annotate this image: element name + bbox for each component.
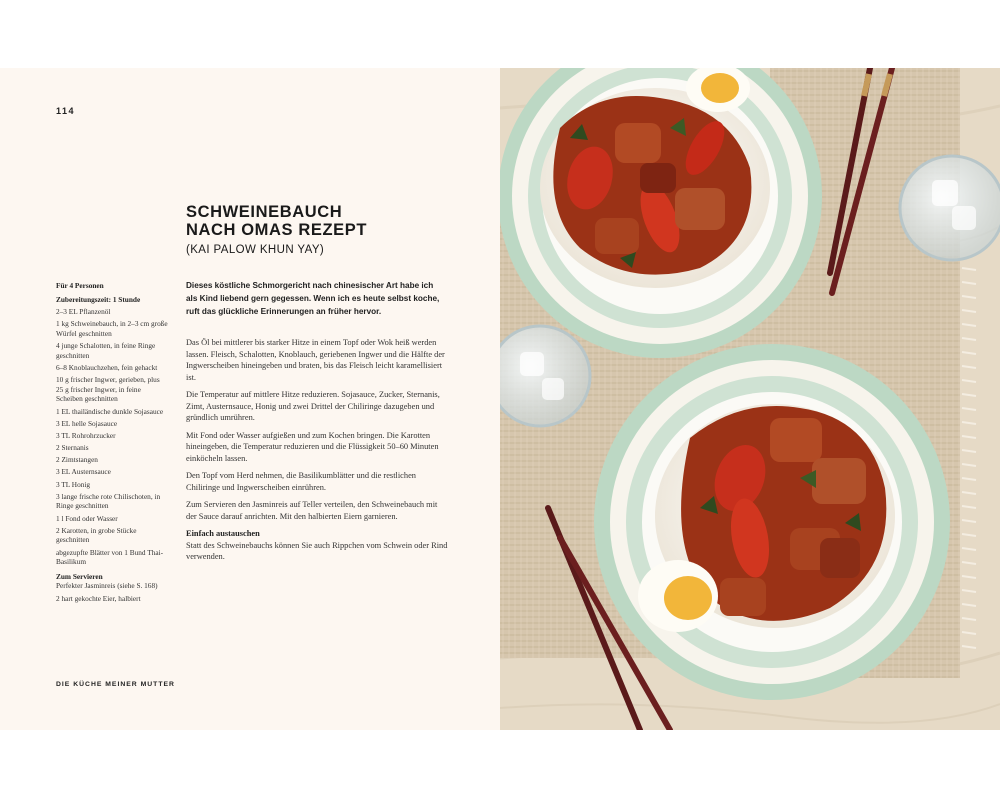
ingredient-item: 6–8 Knoblauchzehen, fein gehackt <box>56 362 158 372</box>
recipe-title <box>186 203 367 239</box>
tip-heading: Einfach austauschen <box>186 529 260 538</box>
method-step: Das Öl bei mittlerer bis starker Hitze in einem Topf oder Wok heiß werden lassen. Fleisch, Schalotten, Knoblauch, geriebenen Ingwer und die Hälfte der Ingwerscheiben hineingeben und braten, bis das Fleisch leicht karamellisiert ist. <box>186 338 445 382</box>
ingredient-item: 2 Sternanis <box>56 443 89 453</box>
ingredient-item: 3 TL Rohrohrzucker <box>56 430 116 440</box>
egg-bottom <box>638 560 718 632</box>
ingredient-item: 3 EL Austernsauce <box>56 467 111 477</box>
ingredient-item: 2 Zimtstangen <box>56 455 98 465</box>
ingredient-item: 2–3 EL Pflanzenöl <box>56 307 111 317</box>
method-step: Zum Servieren den Jasminreis auf Teller verteilen, den Schweinebauch mit der Sauce darauf anrichten. Mit den halbierten Eiern garnieren. <box>186 500 438 521</box>
ingredient-item: 3 TL Honig <box>56 479 91 489</box>
method-step: Den Topf vom Herd nehmen, die Basilikumblätter und die restlichen Chiliringe und Ingwerscheiben einrühren. <box>186 471 416 492</box>
left-page <box>0 68 500 730</box>
ingredients-column <box>56 281 168 606</box>
chapter-footer: DIE KÜCHE MEINER MUTTER <box>56 681 175 688</box>
ingredient-item: 1 kg Schweinebauch, in 2–3 cm große Würfel geschnitten <box>56 319 168 338</box>
method-step: Die Temperatur auf mittlere Hitze reduzieren. Sojasauce, Zucker, Sternanis, Zimt, Austernsauce, Honig und zwei Drittel der Chiliringe dazugeben und gründlich umrühren. <box>186 390 440 422</box>
servings-label: Für 4 Personen <box>56 281 104 290</box>
glass-left <box>500 326 590 426</box>
recipe-intro: Dieses köstliche Schmorgericht nach chinesischer Art habe ich als Kind liebend gern gegessen. Wenn ich es heute selbst koche, ruft das glückliche Erinnerungen an früher hervor. <box>186 281 440 316</box>
ingredient-item: 1 EL thailändische dunkle Sojasauce <box>56 406 164 416</box>
recipe-title-line-1: SCHWEINEBAUCH <box>186 203 343 221</box>
method-step: Mit Fond oder Wasser aufgießen und zum Kochen bringen. Die Karotten hineingeben, die Temperatur reduzieren und die Flüssigkeit 50–60 Minuten einköcheln lassen. <box>186 430 439 463</box>
ingredient-item: 2 Karotten, in grobe Stücke geschnitten <box>56 525 137 545</box>
book-spread <box>0 68 1000 730</box>
recipe-photo <box>500 68 1000 730</box>
bottom-plate <box>594 344 950 700</box>
serving-heading: Zum Servieren <box>56 571 103 581</box>
page-number: 114 <box>56 106 76 116</box>
ingredient-item: 3 EL helle Sojasauce <box>56 418 118 428</box>
serving-item: 2 hart gekochte Eier, halbiert <box>56 593 141 603</box>
method-steps <box>186 337 448 569</box>
ingredient-item: 3 lange frische rote Chilischoten, in Ringe geschnitten <box>56 491 161 511</box>
ingredient-item: 1 l Fond oder Wasser <box>56 513 118 523</box>
prep-time-label: Zubereitungszeit: 1 Stunde <box>56 294 141 304</box>
ingredient-item: 10 g frischer Ingwer, gerieben, plus 25 g frischer Ingwer, in feine Scheiben geschnitten <box>56 375 160 404</box>
right-page <box>500 68 1000 730</box>
ingredient-item: 4 junge Schalotten, in feine Ringe geschnitten <box>56 341 156 360</box>
serving-list <box>56 581 168 603</box>
recipe-subtitle: (KAI PALOW KHUN YAY) <box>186 244 325 256</box>
glass-top-right <box>900 156 1000 260</box>
recipe-title-line-2: NACH OMAS REZEPT <box>186 221 368 239</box>
ingredient-item: abgezupfte Blätter von 1 Bund Thai-Basilikum <box>56 547 164 567</box>
ingredient-list <box>56 307 168 567</box>
serving-item: Perfekter Jasminreis (siehe S. 168) <box>56 581 158 591</box>
tip-text: Statt des Schweinebauchs können Sie auch Rippchen vom Schwein oder Rind verwenden. <box>186 540 448 561</box>
